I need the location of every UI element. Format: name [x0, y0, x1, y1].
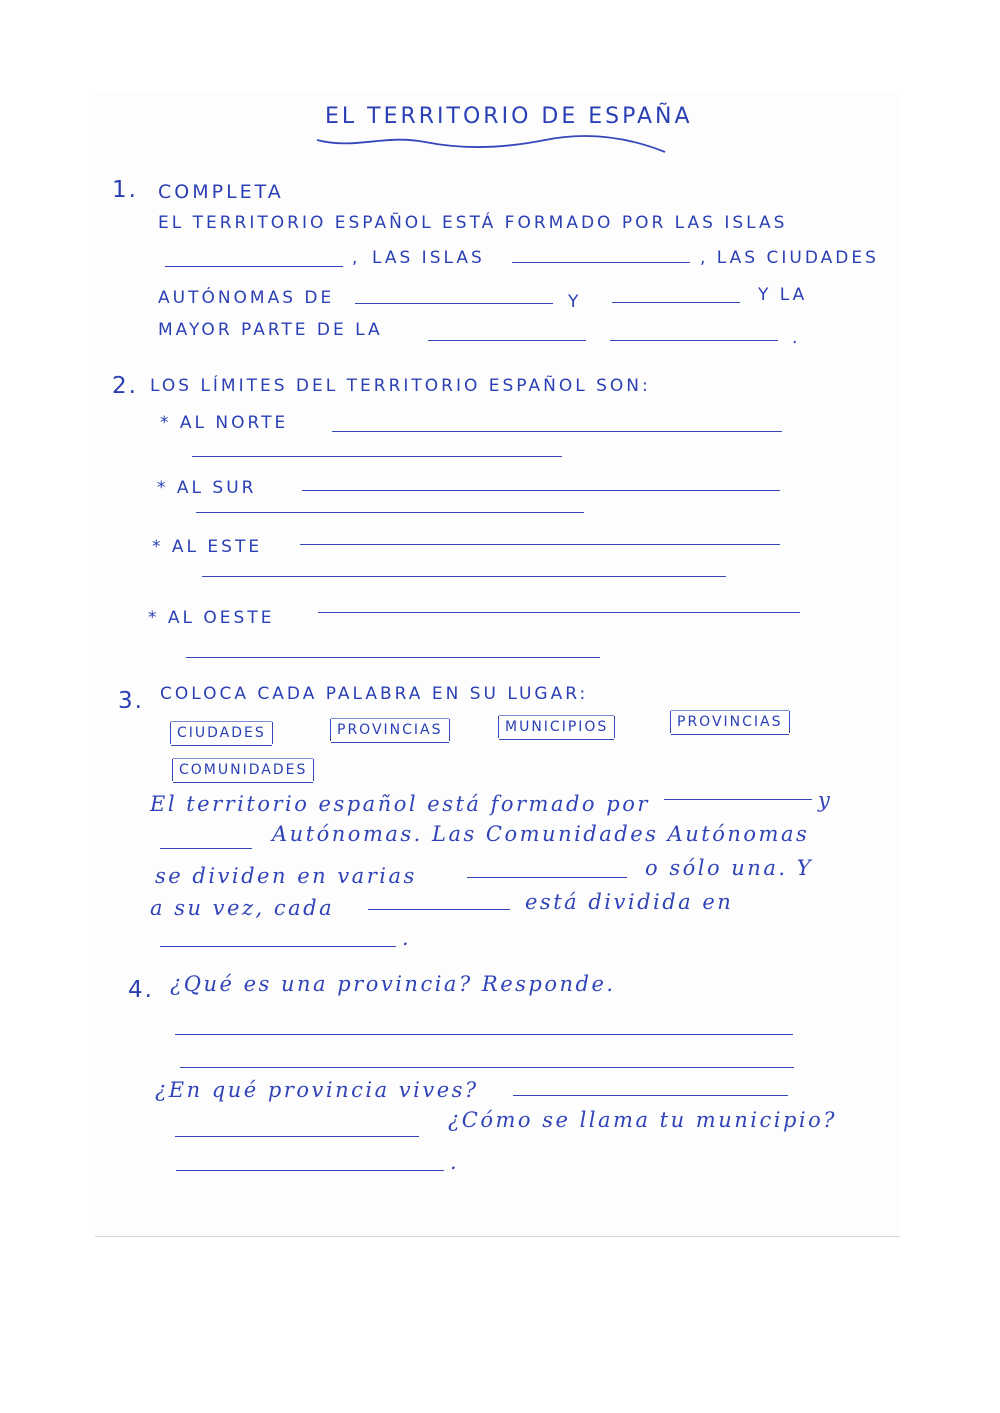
section4-q2: ¿Cómo se llama tu municipio? — [448, 1108, 837, 1132]
blank-provincia[interactable] — [513, 1095, 788, 1096]
blank-municipio[interactable] — [176, 1170, 444, 1171]
section1-line2-end: , LAS CIUDADES — [700, 248, 879, 268]
blank-p3[interactable] — [467, 877, 627, 878]
section1-line3-end: Y LA — [758, 285, 808, 305]
section3-p1-y: y — [818, 788, 833, 812]
blank-este-1[interactable] — [300, 544, 780, 545]
section3-p4-start: a su vez, cada — [150, 896, 335, 920]
section3-p4-end: está dividida en — [525, 890, 734, 914]
section1-line4-start: MAYOR PARTE DE LA — [158, 320, 383, 340]
blank-p4[interactable] — [368, 909, 510, 910]
blank-ciudad-1[interactable] — [355, 303, 553, 304]
section3-p3-end: o sólo una. Y — [645, 856, 814, 880]
section4-q1: ¿En qué provincia vives? — [155, 1078, 479, 1102]
section3-heading: COLOCA CADA PALABRA EN SU LUGAR: — [160, 684, 589, 704]
section1-line2-sep: , — [352, 248, 361, 268]
blank-p2[interactable] — [160, 848, 252, 849]
limit-este-label: * AL ESTE — [152, 537, 263, 557]
section3-p1-start: El territorio español está formado por — [150, 792, 650, 816]
section1-line2-text: LAS ISLAS — [372, 248, 485, 268]
section1-line3-y: Y — [568, 292, 582, 312]
blank-peninsula-1[interactable] — [428, 340, 586, 341]
section4-heading: ¿Qué es una provincia? Responde. — [170, 972, 616, 996]
section3-number: 3. — [118, 688, 144, 714]
word-box-municipios[interactable]: MUNICIPIOS — [498, 716, 615, 738]
title-underline — [315, 128, 675, 160]
section4-end: . — [450, 1150, 460, 1174]
page-edge — [95, 1236, 900, 1237]
section3-p3-start: se dividen en varias — [155, 864, 417, 888]
section4-number: 4. — [128, 977, 154, 1003]
section3-p2: Autónomas. Las Comunidades Autónomas — [272, 822, 810, 846]
blank-islas-1[interactable] — [165, 266, 343, 267]
section1-line3-start: AUTÓNOMAS DE — [158, 288, 335, 308]
blank-provincia-2[interactable] — [175, 1136, 419, 1137]
blank-peninsula-2[interactable] — [610, 340, 778, 341]
word-box-comunidades[interactable]: COMUNIDADES — [172, 759, 314, 781]
word-box-provincias-1[interactable]: PROVINCIAS — [330, 719, 450, 741]
section1-heading: COMPLETA — [158, 181, 284, 203]
limit-sur-label: * AL SUR — [157, 478, 257, 498]
section1-number: 1. — [112, 177, 138, 203]
limit-oeste-label: * AL OESTE — [148, 608, 275, 628]
blank-norte-1[interactable] — [332, 431, 782, 432]
section2-heading: LOS LÍMITES DEL TERRITORIO ESPAÑOL SON: — [150, 376, 651, 396]
blank-p5[interactable] — [160, 946, 396, 947]
blank-islas-2[interactable] — [512, 262, 690, 263]
word-box-ciudades[interactable]: CIUDADES — [170, 722, 273, 744]
blank-oeste-1[interactable] — [318, 612, 800, 613]
section2-number: 2. — [112, 373, 138, 399]
blank-sur-1[interactable] — [302, 490, 780, 491]
blank-answer-1[interactable] — [175, 1034, 793, 1035]
blank-p1[interactable] — [664, 799, 812, 800]
blank-answer-2[interactable] — [180, 1067, 794, 1068]
blank-norte-2[interactable] — [192, 456, 562, 457]
blank-sur-2[interactable] — [196, 512, 584, 513]
word-box-provincias-2[interactable]: PROVINCIAS — [670, 711, 790, 733]
limit-norte-label: * AL NORTE — [160, 413, 289, 433]
blank-este-2[interactable] — [202, 576, 726, 577]
section1-line4-end: . — [792, 328, 801, 348]
section3-p5-end: . — [402, 926, 412, 950]
worksheet-title: EL TERRITORIO DE ESPAÑA — [325, 104, 693, 129]
blank-ciudad-2[interactable] — [612, 302, 740, 303]
blank-oeste-2[interactable] — [186, 657, 600, 658]
section1-line1: EL TERRITORIO ESPAÑOL ESTÁ FORMADO POR LAS ISLAS — [158, 213, 788, 233]
